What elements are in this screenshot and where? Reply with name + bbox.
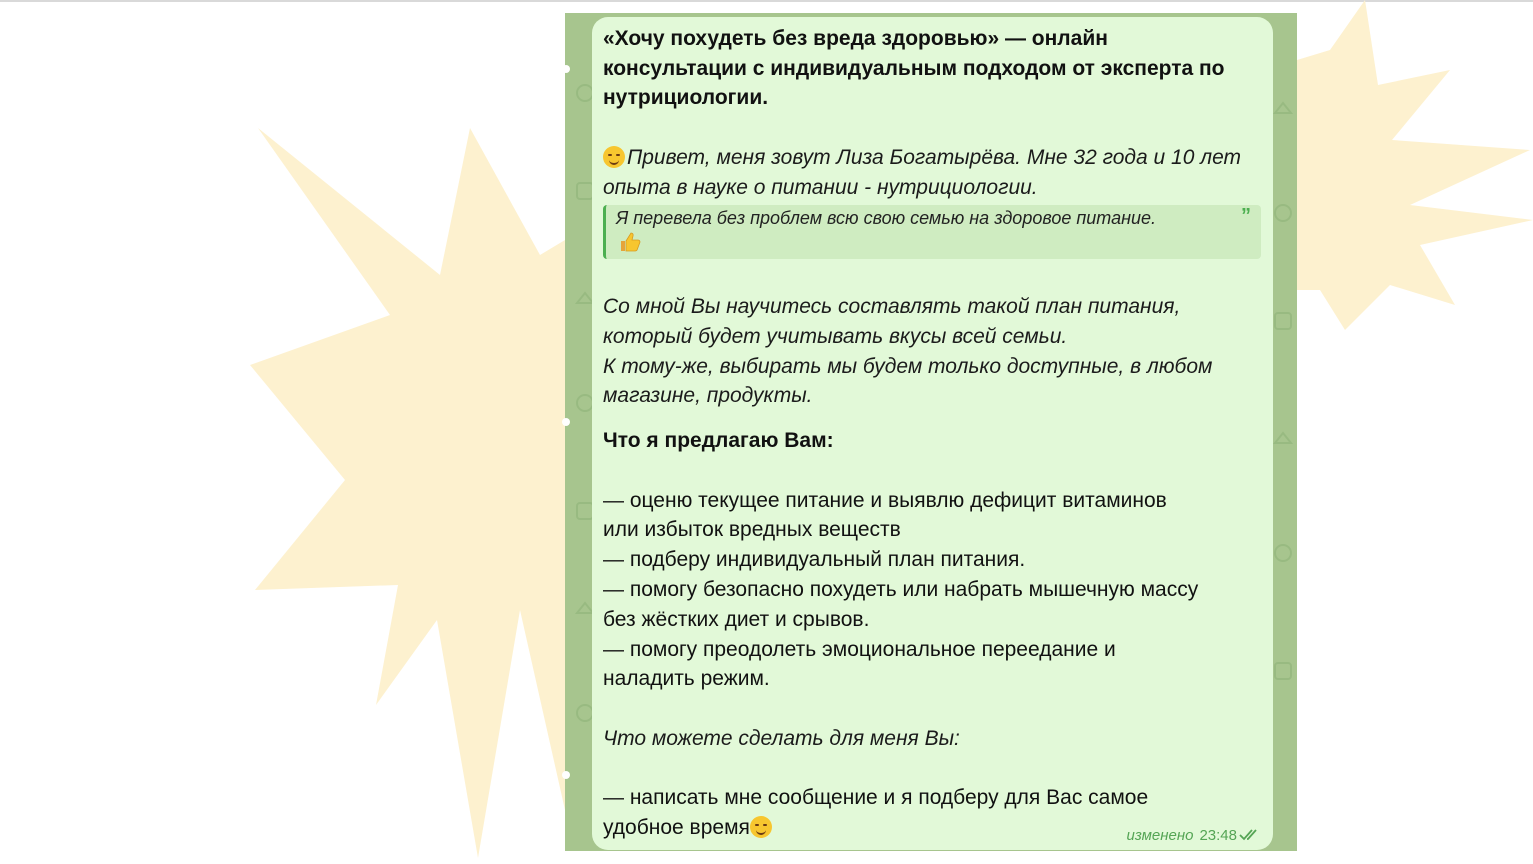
title-line: консультации с индивидуальным подходом от эксперта по [603, 57, 1225, 80]
winking-face-icon [750, 816, 772, 838]
offer-item: — оценю текущее питание и выявлю дефицит витаминов [603, 489, 1167, 512]
quote-mark-icon: ” [1241, 205, 1251, 227]
offer-heading: Что я предлагаю Вам: [603, 429, 834, 452]
offer-item: — помогу преодолеть эмоциональное переедание и [603, 638, 1116, 661]
plan-line: магазине, продукты. [603, 384, 813, 407]
ask-item [603, 813, 774, 843]
offer-item: без жёстких диет и срывов. [603, 608, 870, 631]
blockquote [603, 205, 1261, 259]
message-select-dot[interactable] [562, 65, 570, 73]
message-meta [1126, 827, 1261, 844]
plan-line: который будет учитывать вкусы всей семьи. [603, 325, 1068, 348]
ask-item: — написать мне сообщение и я подберу для Вас самое [603, 786, 1149, 809]
message-select-dot[interactable] [562, 771, 570, 779]
intro-line [603, 143, 1241, 173]
title-line: нутрициологии. [603, 86, 769, 109]
offer-item: или избыток вредных веществ [603, 518, 901, 541]
title-line: «Хочу похудеть без вреда здоровью» — онлайн [603, 27, 1108, 50]
message-bubble[interactable] [592, 17, 1273, 850]
intro-line: опыта в науке о питании - нутрициологии. [603, 176, 1038, 199]
intro-text: Привет, меня зовут Лиза Богатырёва. Мне 32 года и 10 лет [627, 146, 1242, 169]
smiling-face-icon [603, 146, 625, 168]
quote-text: Я перевела без проблем всю свою семью на здоровое питание. [616, 208, 1157, 228]
edited-label: изменено [1126, 827, 1194, 844]
plan-line: Со мной Вы научитесь составлять такой план питания, [603, 295, 1181, 318]
double-check-icon [1239, 828, 1261, 842]
ask-item-text: удобное время [603, 816, 750, 839]
offer-item: наладить режим. [603, 667, 770, 690]
thumbs-up-icon [618, 230, 642, 254]
plan-line: К тому-же, выбирать мы будем только доступные, в любом [603, 355, 1213, 378]
offer-item: — помогу безопасно похудеть или набрать мышечную массу [603, 578, 1199, 601]
offer-item: — подберу индивидуальный план питания. [603, 548, 1026, 571]
message-select-dot[interactable] [562, 418, 570, 426]
message-time: 23:48 [1199, 827, 1237, 844]
ask-heading: Что можете сделать для меня Вы: [603, 727, 960, 750]
chat-doodle-pattern-right [1271, 93, 1295, 793]
